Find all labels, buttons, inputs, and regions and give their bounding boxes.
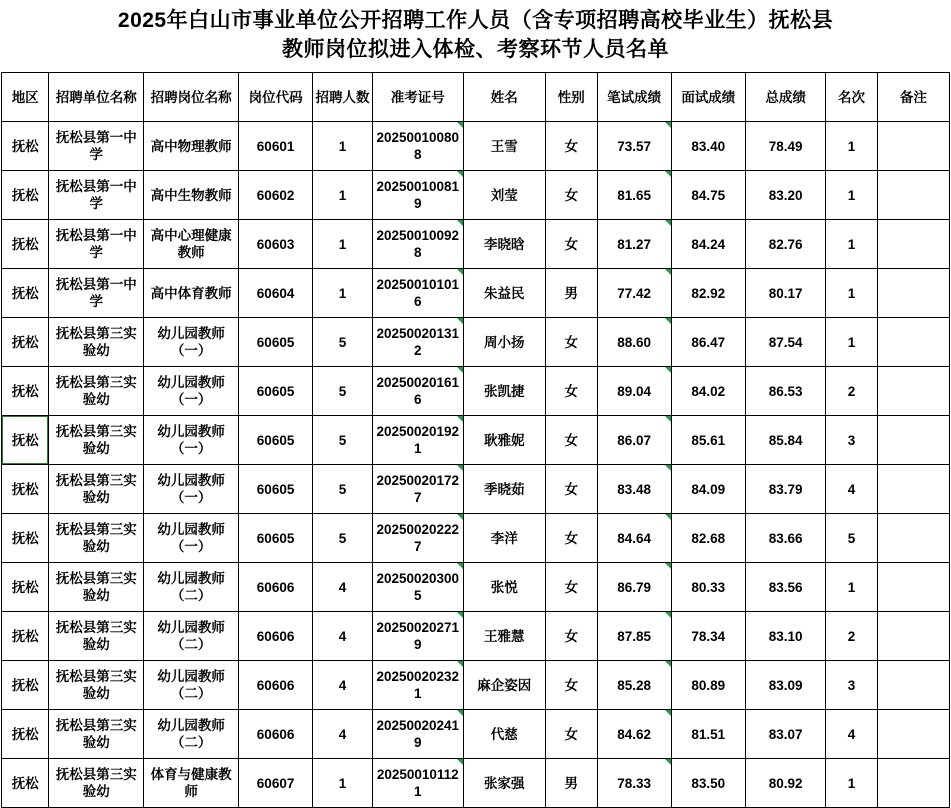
cell-code: 60602 — [238, 171, 312, 220]
cell-code: 60606 — [238, 661, 312, 710]
cell-remark — [877, 465, 949, 514]
cell-unit: 抚松县第三实验幼 — [49, 318, 144, 367]
cell-written: 81.27 — [597, 220, 671, 269]
cell-sex: 女 — [546, 710, 598, 759]
cell-interview: 83.40 — [671, 122, 745, 171]
cell-code: 60605 — [238, 318, 312, 367]
cell-post: 体育与健康教师 — [144, 759, 239, 808]
cell-unit: 抚松县第一中学 — [49, 220, 144, 269]
cell-region: 抚松 — [2, 171, 49, 220]
cell-region: 抚松 — [2, 122, 49, 171]
cell-total: 83.79 — [745, 465, 825, 514]
cell-exam-id: 202500201921 — [372, 416, 463, 465]
cell-region: 抚松 — [2, 269, 49, 318]
cell-written: 84.62 — [597, 710, 671, 759]
cell-name: 代慈 — [463, 710, 545, 759]
cell-written: 89.04 — [597, 367, 671, 416]
table-header-row — [2, 73, 950, 122]
cell-post: 幼儿园教师（二） — [144, 563, 239, 612]
cell-total: 80.92 — [745, 759, 825, 808]
cell-rank: 1 — [826, 171, 878, 220]
cell-rank: 2 — [826, 367, 878, 416]
cell-count: 1 — [313, 171, 373, 220]
cell-count: 4 — [313, 563, 373, 612]
cell-region: 抚松 — [2, 661, 49, 710]
table-row — [2, 220, 950, 269]
cell-code: 60604 — [238, 269, 312, 318]
cell-region: 抚松 — [2, 465, 49, 514]
cell-total: 83.09 — [745, 661, 825, 710]
cell-sex: 女 — [546, 661, 598, 710]
cell-region: 抚松 — [2, 612, 49, 661]
cell-post: 幼儿园教师（一） — [144, 367, 239, 416]
table-body — [2, 122, 950, 808]
cell-name: 耿雅妮 — [463, 416, 545, 465]
cell-count: 4 — [313, 710, 373, 759]
column-header-written: 笔试成绩 — [597, 73, 671, 122]
cell-region: 抚松 — [2, 759, 49, 808]
cell-total: 83.56 — [745, 563, 825, 612]
cell-name: 季晓茹 — [463, 465, 545, 514]
cell-remark — [877, 759, 949, 808]
cell-written: 85.28 — [597, 661, 671, 710]
cell-exam-id: 202500202227 — [372, 514, 463, 563]
table-row — [2, 171, 950, 220]
table-row — [2, 318, 950, 367]
cell-post: 幼儿园教师（一） — [144, 416, 239, 465]
cell-sex: 男 — [546, 759, 598, 808]
results-table — [1, 72, 950, 808]
cell-sex: 女 — [546, 220, 598, 269]
table-row — [2, 563, 950, 612]
cell-interview: 84.75 — [671, 171, 745, 220]
table-row — [2, 710, 950, 759]
cell-rank: 1 — [826, 269, 878, 318]
cell-count: 1 — [313, 759, 373, 808]
cell-interview: 82.92 — [671, 269, 745, 318]
cell-exam-id: 202500201616 — [372, 367, 463, 416]
cell-remark — [877, 563, 949, 612]
cell-count: 5 — [313, 514, 373, 563]
cell-remark — [877, 367, 949, 416]
cell-exam-id: 202500201312 — [372, 318, 463, 367]
cell-interview: 78.34 — [671, 612, 745, 661]
cell-unit: 抚松县第三实验幼 — [49, 416, 144, 465]
cell-sex: 女 — [546, 122, 598, 171]
cell-interview: 84.02 — [671, 367, 745, 416]
cell-remark — [877, 710, 949, 759]
cell-exam-id: 202500101016 — [372, 269, 463, 318]
cell-name: 王雅慧 — [463, 612, 545, 661]
cell-name: 周小扬 — [463, 318, 545, 367]
cell-total: 78.49 — [745, 122, 825, 171]
cell-rank: 1 — [826, 563, 878, 612]
cell-exam-id: 202500101121 — [372, 759, 463, 808]
cell-region: 抚松 — [2, 416, 49, 465]
cell-count: 4 — [313, 612, 373, 661]
cell-code: 60606 — [238, 563, 312, 612]
cell-exam-id: 202500202419 — [372, 710, 463, 759]
cell-code: 60607 — [238, 759, 312, 808]
cell-region: 抚松 — [2, 710, 49, 759]
column-header-remark: 备注 — [877, 73, 949, 122]
cell-exam-id: 202500100808 — [372, 122, 463, 171]
cell-exam-id: 202500202321 — [372, 661, 463, 710]
cell-post: 高中生物教师 — [144, 171, 239, 220]
cell-unit: 抚松县第三实验幼 — [49, 612, 144, 661]
cell-unit: 抚松县第三实验幼 — [49, 465, 144, 514]
cell-name: 张悦 — [463, 563, 545, 612]
cell-rank: 1 — [826, 122, 878, 171]
cell-region: 抚松 — [2, 220, 49, 269]
cell-name: 麻企姿因 — [463, 661, 545, 710]
cell-interview: 82.68 — [671, 514, 745, 563]
cell-remark — [877, 122, 949, 171]
cell-code: 60605 — [238, 465, 312, 514]
cell-written: 77.42 — [597, 269, 671, 318]
cell-written: 86.79 — [597, 563, 671, 612]
column-header-sex: 性别 — [546, 73, 598, 122]
cell-post: 幼儿园教师（二） — [144, 612, 239, 661]
cell-post: 幼儿园教师（二） — [144, 661, 239, 710]
cell-interview: 85.61 — [671, 416, 745, 465]
table-row — [2, 514, 950, 563]
cell-unit: 抚松县第三实验幼 — [49, 367, 144, 416]
cell-region: 抚松 — [2, 563, 49, 612]
column-header-total: 总成绩 — [745, 73, 825, 122]
page-title — [0, 0, 951, 72]
cell-total: 83.20 — [745, 171, 825, 220]
table-row — [2, 661, 950, 710]
cell-sex: 女 — [546, 367, 598, 416]
cell-post: 幼儿园教师（二） — [144, 710, 239, 759]
cell-code: 60605 — [238, 416, 312, 465]
cell-count: 5 — [313, 416, 373, 465]
page-title-line1: 2025年白山市事业单位公开招聘工作人员（含专项招聘高校毕业生）抚松县 — [117, 9, 834, 32]
cell-count: 5 — [313, 318, 373, 367]
cell-total: 83.66 — [745, 514, 825, 563]
cell-name: 王雪 — [463, 122, 545, 171]
cell-interview: 84.09 — [671, 465, 745, 514]
cell-name: 张家强 — [463, 759, 545, 808]
cell-remark — [877, 269, 949, 318]
cell-rank: 5 — [826, 514, 878, 563]
cell-remark — [877, 171, 949, 220]
cell-unit: 抚松县第一中学 — [49, 269, 144, 318]
cell-unit: 抚松县第三实验幼 — [49, 710, 144, 759]
cell-count: 1 — [313, 269, 373, 318]
cell-post: 高中心理健康教师 — [144, 220, 239, 269]
column-header-rank: 名次 — [826, 73, 878, 122]
cell-interview: 86.47 — [671, 318, 745, 367]
cell-total: 86.53 — [745, 367, 825, 416]
cell-name: 张凯捷 — [463, 367, 545, 416]
cell-post: 幼儿园教师（一） — [144, 465, 239, 514]
cell-code: 60601 — [238, 122, 312, 171]
cell-written: 88.60 — [597, 318, 671, 367]
cell-rank: 2 — [826, 612, 878, 661]
cell-post: 高中体育教师 — [144, 269, 239, 318]
cell-exam-id: 202500100819 — [372, 171, 463, 220]
cell-post: 高中物理教师 — [144, 122, 239, 171]
table-row — [2, 269, 950, 318]
cell-written: 86.07 — [597, 416, 671, 465]
table-row — [2, 367, 950, 416]
cell-interview: 81.51 — [671, 710, 745, 759]
cell-remark — [877, 514, 949, 563]
column-header-unit: 招聘单位名称 — [49, 73, 144, 122]
cell-unit: 抚松县第三实验幼 — [49, 563, 144, 612]
cell-sex: 女 — [546, 465, 598, 514]
cell-sex: 女 — [546, 171, 598, 220]
column-header-count: 招聘人数 — [313, 73, 373, 122]
page-title-line2: 教师岗位拟进入体检、考察环节人员名单 — [282, 38, 669, 61]
cell-count: 5 — [313, 367, 373, 416]
cell-rank: 3 — [826, 661, 878, 710]
cell-code: 60603 — [238, 220, 312, 269]
cell-code: 60606 — [238, 710, 312, 759]
cell-written: 84.64 — [597, 514, 671, 563]
cell-region: 抚松 — [2, 318, 49, 367]
column-header-region: 地区 — [2, 73, 49, 122]
column-header-post: 招聘岗位名称 — [144, 73, 239, 122]
cell-interview: 83.50 — [671, 759, 745, 808]
cell-remark — [877, 612, 949, 661]
cell-total: 83.07 — [745, 710, 825, 759]
cell-code: 60605 — [238, 367, 312, 416]
cell-remark — [877, 661, 949, 710]
cell-remark — [877, 416, 949, 465]
cell-total: 80.17 — [745, 269, 825, 318]
cell-region: 抚松 — [2, 367, 49, 416]
cell-interview: 80.89 — [671, 661, 745, 710]
cell-count: 4 — [313, 661, 373, 710]
cell-code: 60605 — [238, 514, 312, 563]
cell-sex: 女 — [546, 563, 598, 612]
cell-remark — [877, 220, 949, 269]
cell-region: 抚松 — [2, 514, 49, 563]
cell-total: 87.54 — [745, 318, 825, 367]
column-header-code: 岗位代码 — [238, 73, 312, 122]
cell-remark — [877, 318, 949, 367]
cell-count: 1 — [313, 122, 373, 171]
cell-written: 87.85 — [597, 612, 671, 661]
cell-exam-id: 202500201727 — [372, 465, 463, 514]
column-header-exam-id: 准考证号 — [372, 73, 463, 122]
cell-sex: 女 — [546, 416, 598, 465]
cell-sex: 女 — [546, 318, 598, 367]
table-row — [2, 612, 950, 661]
cell-sex: 男 — [546, 269, 598, 318]
cell-written: 81.65 — [597, 171, 671, 220]
cell-unit: 抚松县第三实验幼 — [49, 759, 144, 808]
cell-rank: 1 — [826, 759, 878, 808]
cell-rank: 4 — [826, 465, 878, 514]
cell-total: 83.10 — [745, 612, 825, 661]
cell-count: 1 — [313, 220, 373, 269]
cell-written: 73.57 — [597, 122, 671, 171]
cell-sex: 女 — [546, 514, 598, 563]
cell-total: 85.84 — [745, 416, 825, 465]
cell-written: 78.33 — [597, 759, 671, 808]
cell-exam-id: 202500203005 — [372, 563, 463, 612]
table-row — [2, 759, 950, 808]
cell-unit: 抚松县第一中学 — [49, 122, 144, 171]
cell-written: 83.48 — [597, 465, 671, 514]
cell-name: 朱益民 — [463, 269, 545, 318]
column-header-interview: 面试成绩 — [671, 73, 745, 122]
cell-code: 60606 — [238, 612, 312, 661]
cell-rank: 1 — [826, 220, 878, 269]
cell-total: 82.76 — [745, 220, 825, 269]
cell-count: 5 — [313, 465, 373, 514]
cell-name: 李晓晗 — [463, 220, 545, 269]
cell-exam-id: 202500100928 — [372, 220, 463, 269]
cell-interview: 80.33 — [671, 563, 745, 612]
cell-unit: 抚松县第一中学 — [49, 171, 144, 220]
column-header-name: 姓名 — [463, 73, 545, 122]
cell-rank: 4 — [826, 710, 878, 759]
cell-rank: 3 — [826, 416, 878, 465]
cell-name: 李洋 — [463, 514, 545, 563]
cell-post: 幼儿园教师（一） — [144, 318, 239, 367]
cell-unit: 抚松县第三实验幼 — [49, 514, 144, 563]
cell-interview: 84.24 — [671, 220, 745, 269]
table-row — [2, 416, 950, 465]
table-row — [2, 122, 950, 171]
cell-exam-id: 202500202719 — [372, 612, 463, 661]
cell-post: 幼儿园教师（一） — [144, 514, 239, 563]
table-row — [2, 465, 950, 514]
cell-rank: 1 — [826, 318, 878, 367]
cell-unit: 抚松县第三实验幼 — [49, 661, 144, 710]
cell-name: 刘莹 — [463, 171, 545, 220]
cell-sex: 女 — [546, 612, 598, 661]
